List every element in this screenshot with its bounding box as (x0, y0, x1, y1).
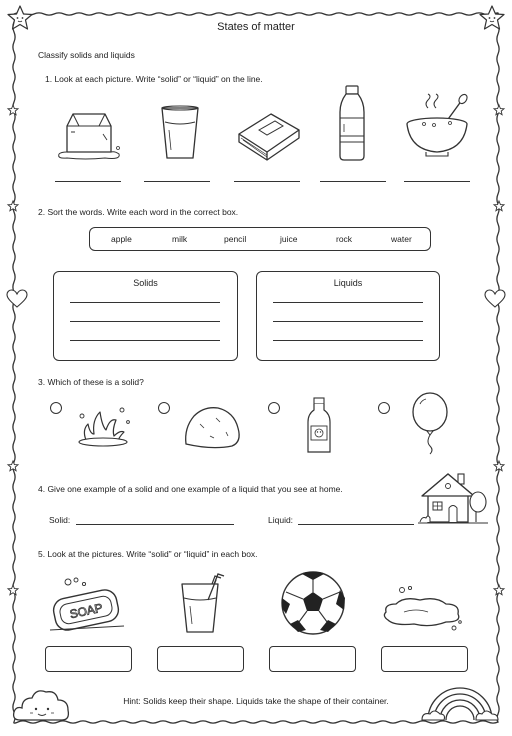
question-4-prompt: 4. Give one example of a solid and one example of a liquid that you see at home. (38, 484, 343, 494)
solids-box-title: Solids (133, 278, 158, 288)
balloon-icon (410, 392, 450, 454)
solid-answer-line[interactable] (76, 524, 234, 525)
question-5-prompt: 5. Look at the pictures. Write “solid” or “liquid” in each box. (38, 549, 258, 559)
question-2-prompt: 2. Sort the words. Write each word in the correct box. (38, 207, 239, 217)
option-circle[interactable] (157, 401, 171, 415)
word-rock: rock (336, 234, 353, 244)
small-star-icon (7, 460, 19, 472)
page-title: States of matter (217, 21, 295, 33)
page-subtitle: Classify solids and liquids (38, 50, 135, 60)
answer-line[interactable] (273, 302, 423, 303)
answer-line[interactable] (70, 321, 220, 322)
juice-glass-icon (178, 570, 228, 636)
soup-bowl-icon (402, 94, 472, 162)
splash-icon (72, 400, 134, 450)
small-star-icon (7, 200, 19, 212)
word-apple: apple (111, 234, 132, 244)
water-bottle-icon (334, 84, 370, 162)
answer-box[interactable] (157, 646, 244, 672)
answer-line[interactable] (404, 181, 470, 182)
answer-box[interactable] (381, 646, 468, 672)
question-3-prompt: 3. Which of these is a solid? (38, 377, 144, 387)
liquids-box (256, 271, 440, 361)
milk-bottle-icon (305, 396, 333, 456)
answer-line[interactable] (55, 181, 121, 182)
solid-label: Solid: (49, 515, 71, 525)
answer-box[interactable] (269, 646, 356, 672)
puddle-icon (380, 582, 464, 632)
heart-icon (484, 289, 506, 309)
word-bank (89, 227, 431, 251)
word-milk: milk (172, 234, 188, 244)
heart-icon (6, 289, 28, 309)
answer-line[interactable] (70, 340, 220, 341)
answer-line[interactable] (273, 340, 423, 341)
answer-line[interactable] (70, 302, 220, 303)
small-star-icon (493, 200, 505, 212)
option-circle[interactable] (267, 401, 281, 415)
word-juice: juice (280, 234, 298, 244)
small-star-icon (493, 460, 505, 472)
solids-box (53, 271, 238, 361)
hint-text: Hint: Solids keep their shape. Liquids take the shape of their container. (123, 696, 389, 706)
ice-cube-icon (55, 104, 125, 162)
question-1-prompt: 1. Look at each picture. Write “solid” or “liquid” on the line. (45, 74, 263, 84)
liquid-answer-line[interactable] (298, 524, 414, 525)
answer-line[interactable] (234, 181, 300, 182)
small-star-icon (7, 584, 19, 596)
soap-label: SOAP (68, 600, 104, 622)
house-icon (418, 468, 490, 526)
small-star-icon (493, 104, 505, 116)
glass-of-water-icon (157, 104, 203, 162)
liquid-label: Liquid: (268, 515, 294, 525)
option-circle[interactable] (377, 401, 391, 415)
option-circle[interactable] (49, 401, 63, 415)
answer-line[interactable] (273, 321, 423, 322)
book-icon (231, 108, 303, 162)
word-water: water (391, 234, 412, 244)
word-pencil: pencil (224, 234, 247, 244)
rock-icon (182, 404, 242, 450)
small-star-icon (493, 584, 505, 596)
answer-box[interactable] (45, 646, 132, 672)
answer-line[interactable] (144, 181, 210, 182)
answer-line[interactable] (320, 181, 386, 182)
soap-bar-icon (46, 576, 126, 634)
small-star-icon (7, 104, 19, 116)
soccer-ball-icon (280, 570, 346, 636)
liquids-box-title: Liquids (333, 278, 363, 288)
